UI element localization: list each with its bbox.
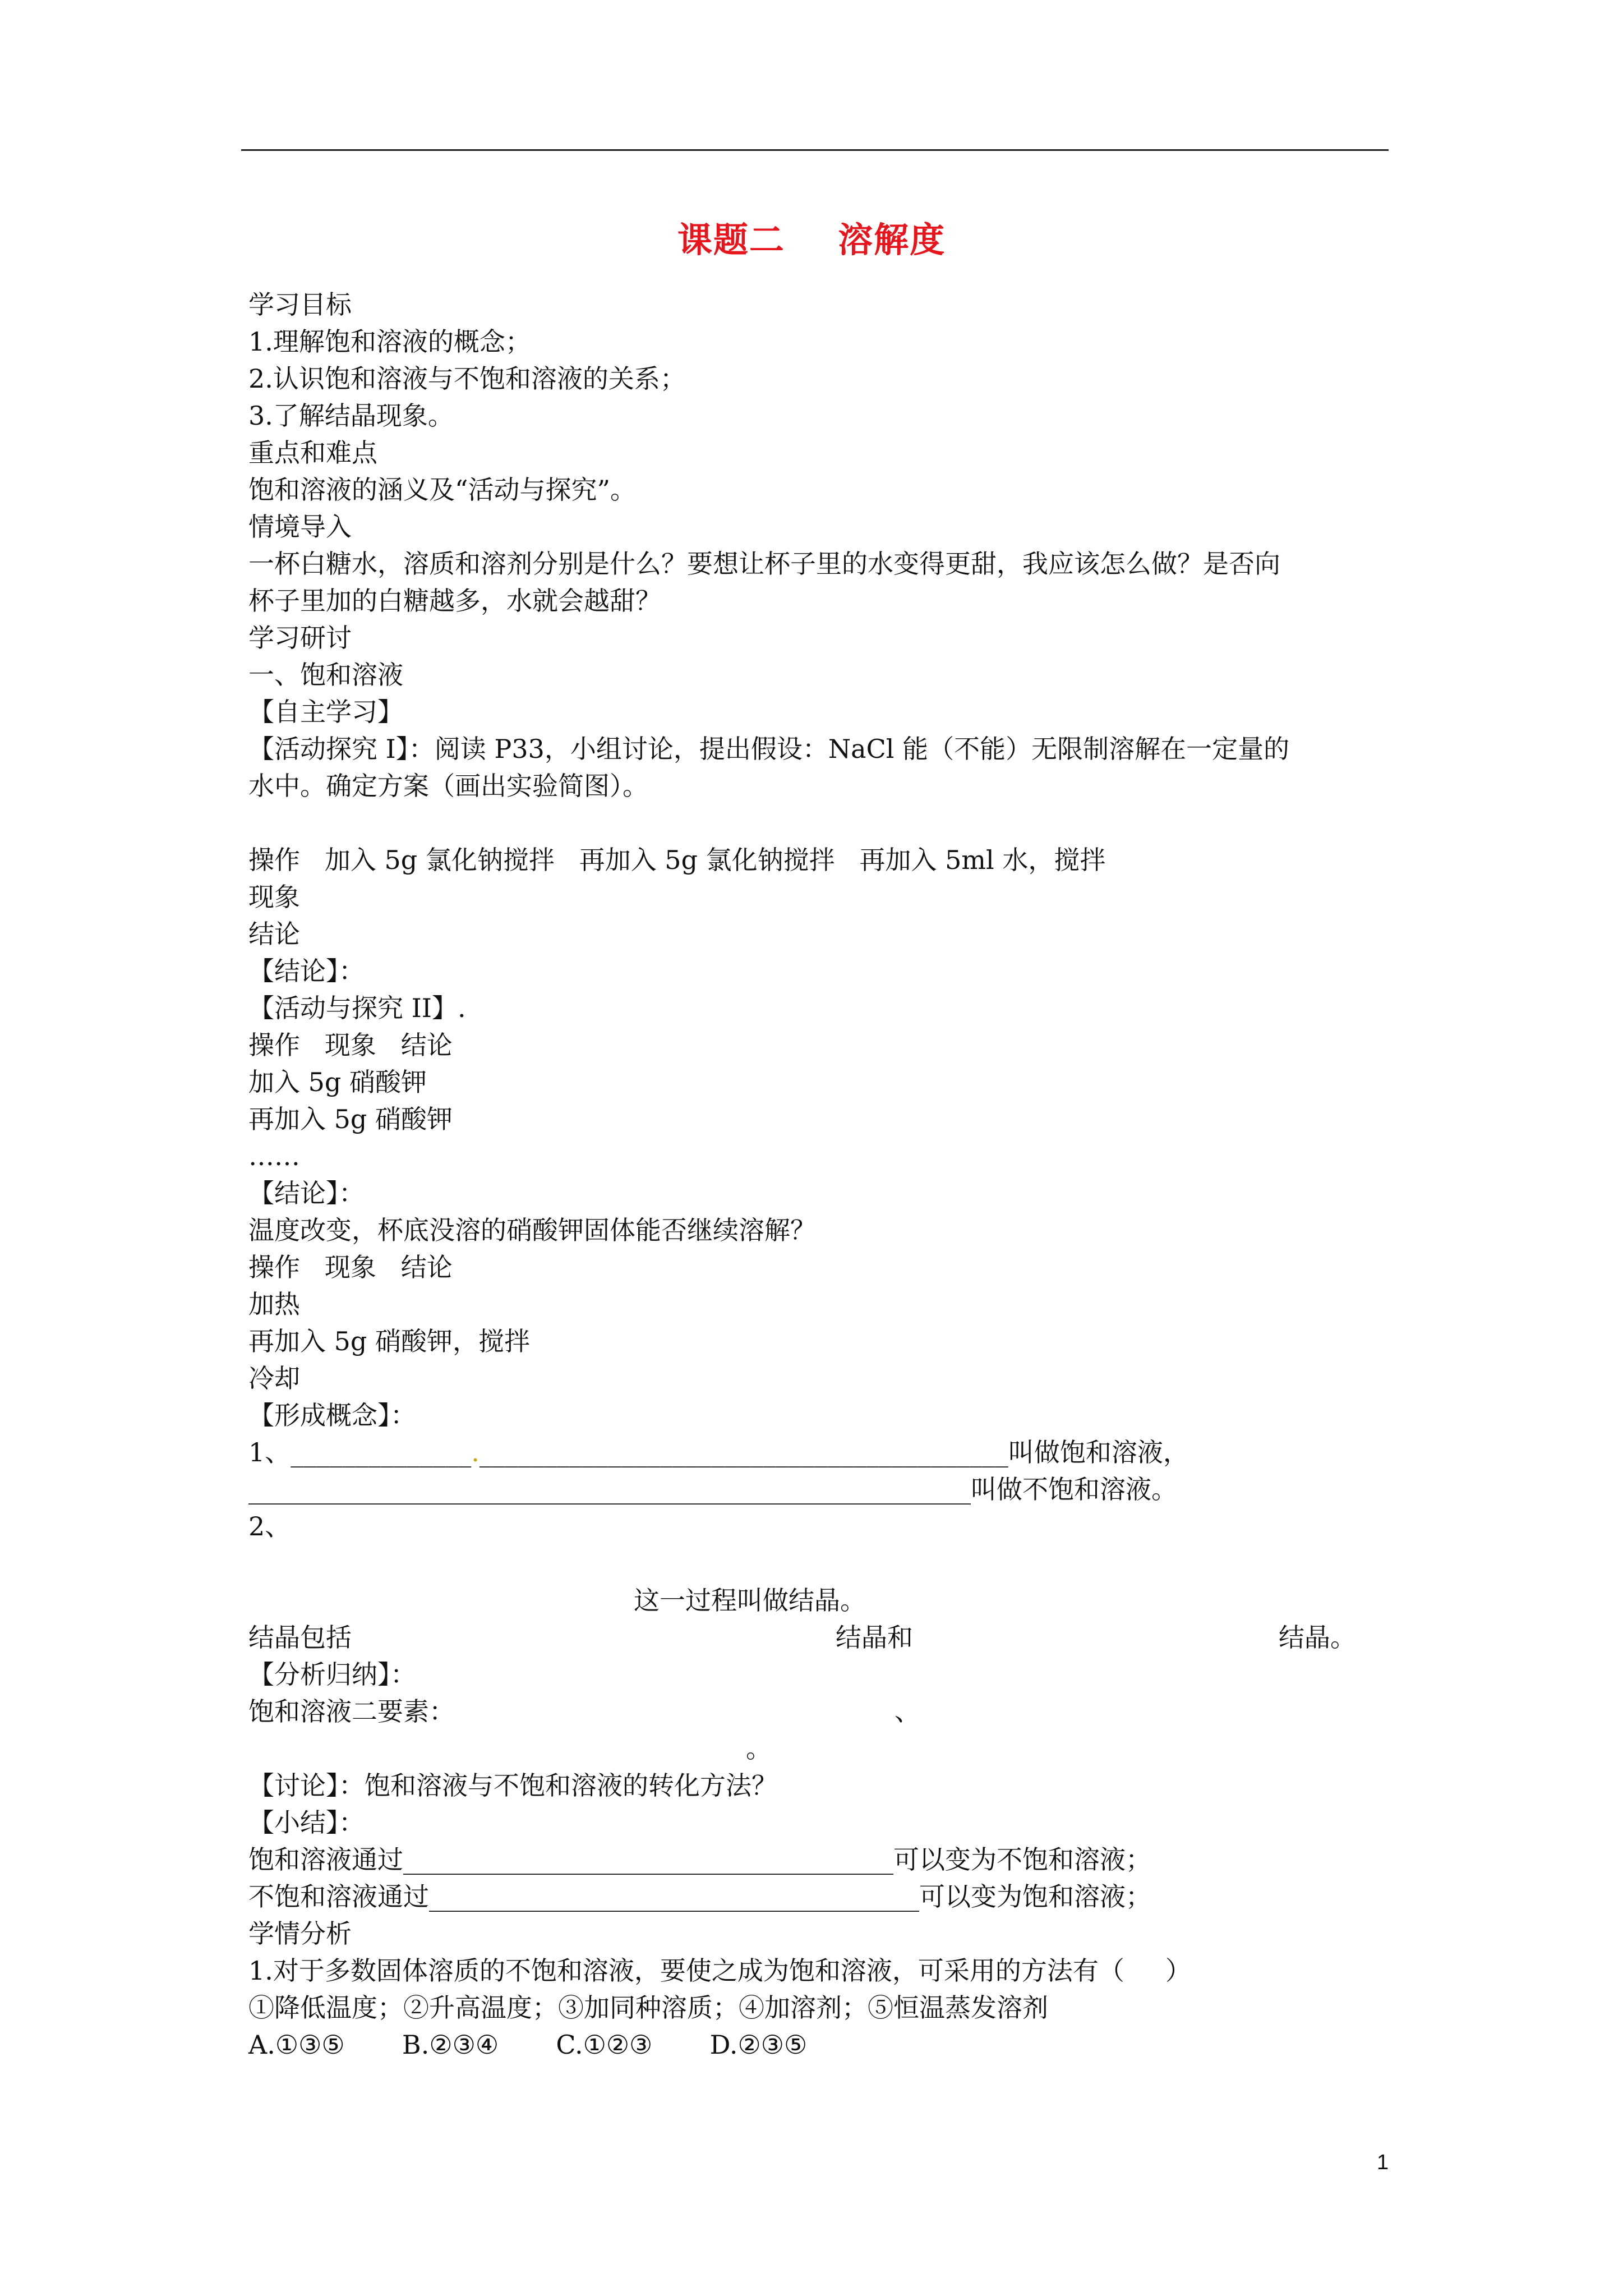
activity-text: 水中。确定方案（画出实验简图）。 (248, 771, 648, 801)
fill-blank-line: 不饱和溶液通过______________________________________可以变为饱和溶液； (248, 1881, 1151, 1912)
bracket-heading: 【结论】： (248, 956, 365, 986)
table-row-label: 加热 (248, 1289, 300, 1319)
table-header-row: 操作 现象 结论 (248, 1030, 453, 1060)
fill-blank-line: ________________________________________________________叫做不饱和溶液。 (248, 1474, 1177, 1504)
table-row-label: 现象 (248, 882, 300, 912)
bracket-heading: 【活动与探究 II】. (248, 993, 466, 1023)
blank-segment: 1、______________ (248, 1437, 472, 1467)
intro-text: 杯子里加的白糖越多，水就会越甜？ (248, 586, 661, 616)
bracket-heading: 【小结】： (248, 1807, 365, 1838)
question-options-list: ①降低温度；②升高温度；③加同种溶质；④加溶剂；⑤恒温蒸发溶剂 (248, 1993, 1048, 2023)
blank-segment: _________________________________________叫做饱和溶液， (479, 1437, 1189, 1467)
period-mark: 。 (746, 1733, 772, 1764)
fill-blank-line: 饱和溶液通过______________________________________可以变为不饱和溶液； (248, 1844, 1151, 1875)
page-title: 课题二 溶解度 (677, 219, 946, 260)
section-heading-analysis: 学情分析 (248, 1918, 352, 1949)
bracket-heading: 【形成概念】： (248, 1400, 416, 1430)
crystallization-label: 结晶。 (1279, 1622, 1356, 1653)
crystallization-text: 这一过程叫做结晶。 (634, 1585, 866, 1616)
bracket-heading: 【分析归纳】： (248, 1659, 416, 1690)
intro-text: 一杯白糖水，溶质和溶剂分别是什么？要想让杯子里的水变得更甜，我应该怎么做？是否向 (248, 549, 1280, 579)
question-text: 温度改变，杯底没溶的硝酸钾固体能否继续溶解？ (248, 1215, 816, 1245)
table-header-row: 操作 现象 结论 (248, 1252, 453, 1282)
goal-item: 3.了解结晶现象。 (248, 401, 454, 431)
section-heading-intro: 情境导入 (248, 512, 352, 542)
discussion-text: 【讨论】：饱和溶液与不饱和溶液的转化方法？ (248, 1770, 777, 1801)
subsection-heading: 一、饱和溶液 (248, 660, 403, 690)
bracket-heading: 【自主学习】 (248, 697, 403, 727)
crystallization-label: 结晶包括 (248, 1622, 352, 1653)
fill-blank-line (248, 1434, 1189, 1471)
table-row-label: 结论 (248, 919, 300, 949)
question-text: 1.对于多数固体溶质的不饱和溶液，要使之成为饱和溶液，可采用的方法有（ ） (248, 1955, 1191, 1986)
list-number: 2、 (248, 1511, 291, 1542)
table-row-label: 加入 5g 硝酸钾 (248, 1067, 427, 1097)
key-points-text: 饱和溶液的涵义及“活动与探究”。 (248, 475, 637, 505)
separator-mark: 、 (895, 1696, 920, 1727)
header-rule (241, 149, 1389, 151)
bracket-heading: 【结论】： (248, 1178, 365, 1208)
goal-item: 1.理解饱和溶液的概念； (248, 326, 531, 357)
section-heading-goals: 学习目标 (248, 289, 352, 320)
section-heading-key-points: 重点和难点 (248, 438, 377, 468)
activity-text: 【活动探究 I】：阅读 P33，小组讨论，提出假设：NaCl 能（不能）无限制溶解在一定量的 (248, 734, 1290, 764)
page-number: 1 (1377, 2151, 1389, 2174)
answer-choices: A.①③⑤ B.②③④ C.①②③ D.②③⑤ (248, 2030, 808, 2060)
section-heading-study: 学习研讨 (248, 623, 352, 653)
crystallization-label: 结晶和 (836, 1622, 913, 1653)
ellipsis: …… (248, 1141, 300, 1171)
elements-label: 饱和溶液二要素： (248, 1696, 455, 1727)
table-row-label: 再加入 5g 硝酸钾，搅拌 (248, 1326, 530, 1356)
table-row-label: 冷却 (248, 1363, 300, 1393)
goal-item: 2.认识饱和溶液与不饱和溶液的关系； (248, 364, 686, 394)
table-row-label: 再加入 5g 硝酸钾 (248, 1104, 453, 1134)
stray-dot: . (471, 1437, 479, 1467)
table-header-row: 操作 加入 5g 氯化钠搅拌 再加入 5g 氯化钠搅拌 再加入 5ml 水，搅拌 (248, 845, 1106, 875)
